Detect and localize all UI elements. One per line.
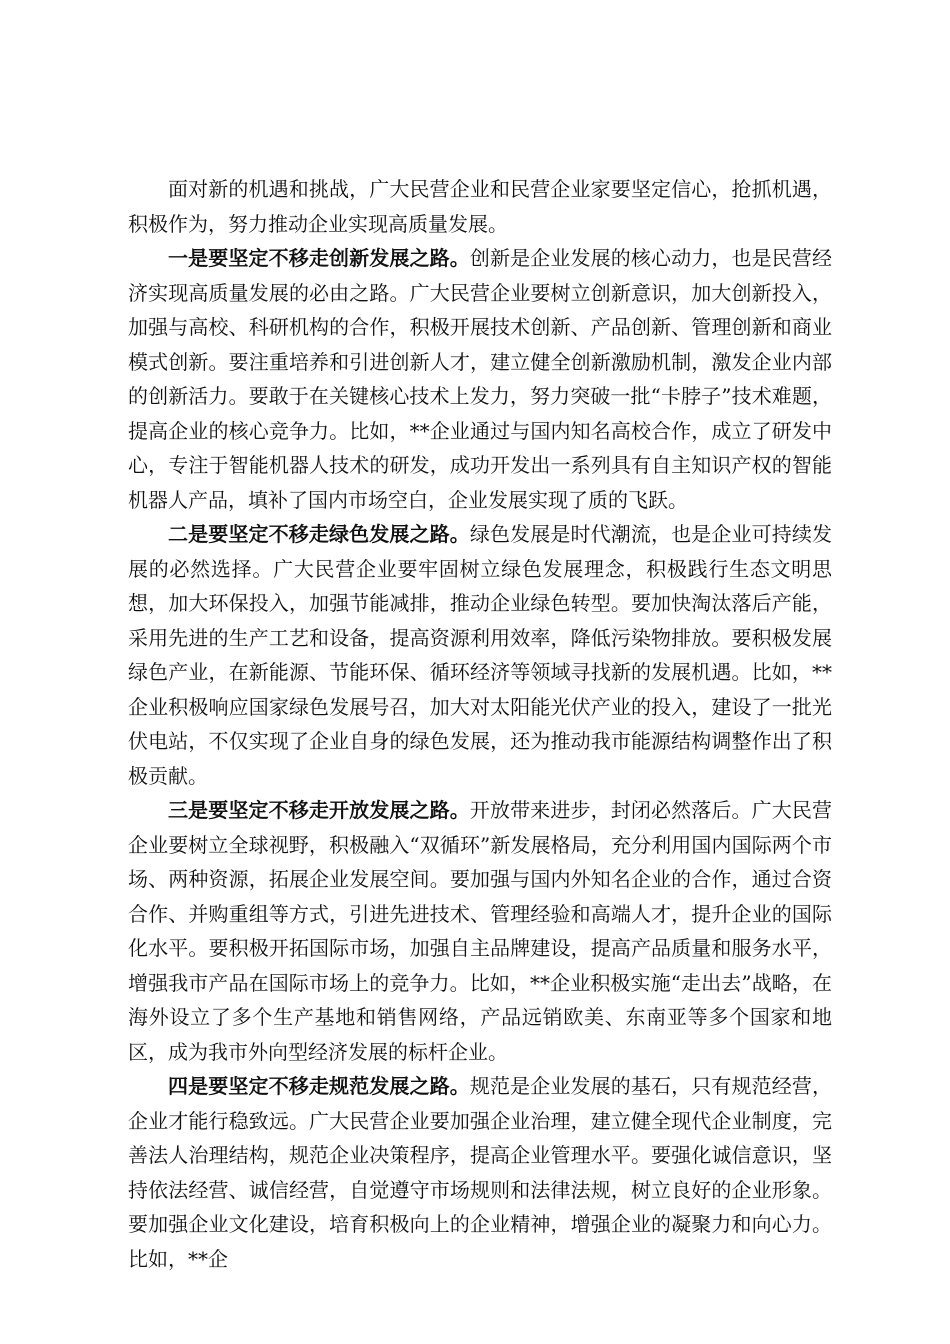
paragraph-intro <box>128 172 832 241</box>
paragraph-open <box>128 793 832 1069</box>
paragraph-lead: 四是要坚定不移走规范发展之路。 <box>168 1074 470 1098</box>
paragraph-text: 创新是企业发展的核心动力，也是民营经济实现高质量发展的必由之路。广大民营企业要树立创新意识，加大创新投入，加强与高校、科研机构的合作，积极开展技术创新、产品创新、管理创新和商业模式创新。要注重培养和引进创新人才，建立健全创新激励机制，激发企业内部的创新活力。要敢于在关键核心技术上发力，努力突破一批“卡脖子”技术难题，提高企业的核心竞争力。比如，**企业通过与国内知名高校合作，成立了研发中心，专注于智能机器人技术的研发，成功开发出一系列具有自主知识产权的智能机器人产品，填补了国内市场空白，企业发展实现了质的飞跃。 <box>128 246 832 512</box>
paragraph-green <box>128 517 832 793</box>
paragraph-text: 开放带来进步，封闭必然落后。广大民营企业要树立全球视野，积极融入“双循环”新发展格局，充分利用国内国际两个市场、两种资源，拓展企业发展空间。要加强与国内外知名企业的合作，通过合资合作、并购重组等方式，引进先进技术、管理经验和高端人才，提升企业的国际化水平。要积极开拓国际市场，加强自主品牌建设，提高产品质量和服务水平，增强我市产品在国际市场上的竞争力。比如，**企业积极实施“走出去”战略，在海外设立了多个生产基地和销售网络，产品远销欧美、东南亚等多个国家和地区，成为我市外向型经济发展的标杆企业。 <box>128 798 832 1064</box>
paragraph-text: 绿色发展是时代潮流，也是企业可持续发展的必然选择。广大民营企业要牢固树立绿色发展理念，积极践行生态文明思想，加大环保投入，加强节能减排，推动企业绿色转型。要加快淘汰落后产能，采用先进的生产工艺和设备，提高资源利用效率，降低污染物排放。要积极发展绿色产业，在新能源、节能环保、循环经济等领域寻找新的发展机遇。比如，**企业积极响应国家绿色发展号召，加大对太阳能光伏产业的投入，建设了一批光伏电站，不仅实现了企业自身的绿色发展，还为推动我市能源结构调整作出了积极贡献。 <box>128 522 832 788</box>
paragraph-text: 规范是企业发展的基石，只有规范经营，企业才能行稳致远。广大民营企业要加强企业治理，建立健全现代企业制度，完善法人治理结构，规范企业决策程序，提高企业管理水平。要强化诚信意识，坚持依法经营、诚信经营，自觉遵守市场规则和法律法规，树立良好的企业形象。要加强企业文化建设，培育积极向上的企业精神，增强企业的凝聚力和向心力。比如，**企 <box>128 1074 832 1271</box>
paragraph-standard <box>128 1069 832 1276</box>
paragraph-lead: 一是要坚定不移走创新发展之路。 <box>168 246 470 270</box>
paragraph-lead: 三是要坚定不移走开放发展之路。 <box>168 798 470 822</box>
paragraph-lead: 二是要坚定不移走绿色发展之路。 <box>168 522 470 546</box>
paragraph-text: 面对新的机遇和挑战，广大民营企业和民营企业家要坚定信心，抢抓机遇，积极作为，努力推动企业实现高质量发展。 <box>128 177 832 236</box>
document-body <box>128 172 832 1276</box>
paragraph-innovation <box>128 241 832 517</box>
